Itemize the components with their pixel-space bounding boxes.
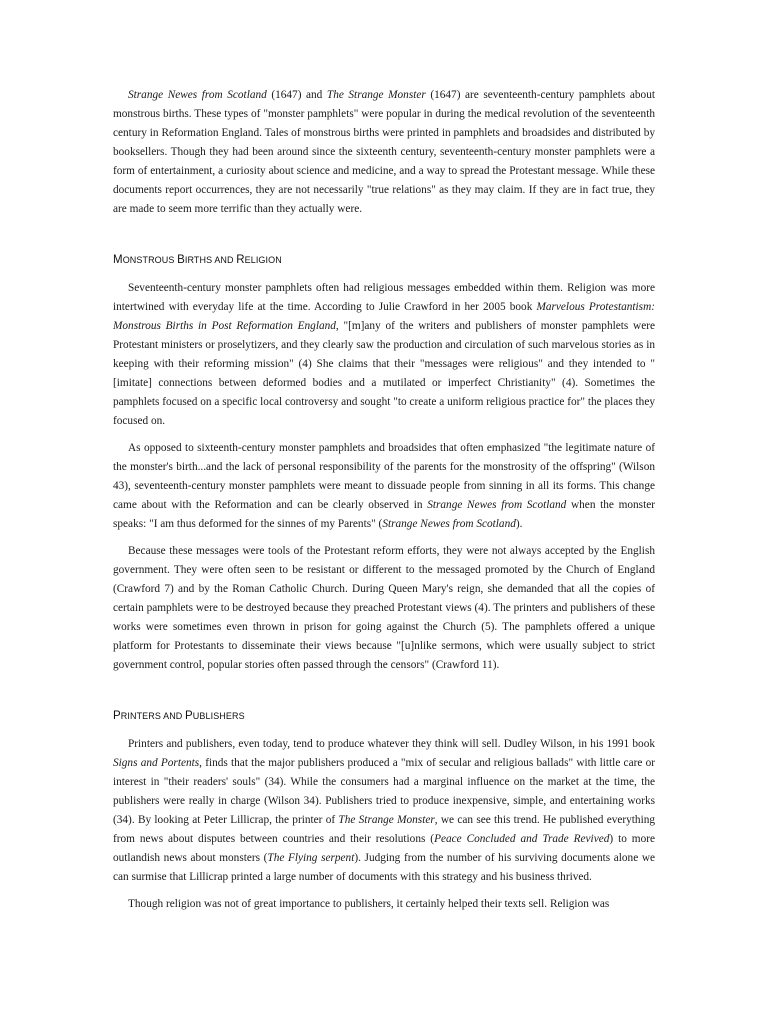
title-strange-monster: The Strange Monster bbox=[326, 89, 426, 101]
intro-paragraph bbox=[113, 86, 655, 219]
intro-text: (1647) and bbox=[266, 89, 327, 101]
book-title: Strange Newes from Scotland bbox=[427, 499, 567, 511]
paragraph: Printers and publishers, even today, tend to produce whatever they think will sell. Dudley Wilson, in his 1991 book Signs and Portents, finds that the major publishers produced a "mix of secular and religious ballads" with little care or interest in "their readers' souls" (34). While the consumers had a marginal influence on the market at the time, the publishers were really in charge (Wilson 34). Publishers tried to produce inexpensive, simple, and entertaining works (34). By looking at Peter Lillicrap, the printer of The Strange Monster, we can see this trend. He published everything from news about disputes between countries and their resolutions (Peace Concluded and Trade Revived) to more outlandish news about monsters (The Flying serpent). Judging from the number of his surviving documents alone we can surmise that Lillicrap printed a large number of documents with this strategy and his business thrived. bbox=[113, 738, 656, 883]
book-title: The Strange Monster bbox=[338, 814, 435, 826]
book-title: Peace Concluded and Trade Revived bbox=[434, 833, 610, 845]
title-strange-newes: Strange Newes from Scotland bbox=[128, 89, 267, 101]
book-title: Strange Newes from Scotland bbox=[382, 518, 516, 530]
section-heading-monstrous-births: MONSTROUS BIRTHS AND RELIGION bbox=[113, 254, 282, 266]
section-heading-printers-publishers: PRINTERS AND PUBLISHERS bbox=[113, 710, 245, 722]
book-title: Signs and Portents bbox=[113, 757, 200, 769]
paragraph: Seventeenth-century monster pamphlets often had religious messages embedded within them. Religion was more intertwined with everyday life at the time. According to Julie Crawford in her 2005 book Marvelous Protestantism: Monstrous Births in Post Reformation England, "[m]any of the writers and publishers of monster pamphlets were Protestant ministers or proselytizers, and they clearly saw the production and circulation of such marvelous stories as in keeping with their reforming mission" (4) She claims that their "messages were religious" and they intended to "[imitate] connections between deformed bodies and a mutilated or imperfect Christianity" (4). Sometimes the pamphlets focused on a specific local controversy and sought "to create a uniform religious practice for" the places they focused on. bbox=[113, 282, 655, 427]
document-page bbox=[113, 86, 655, 914]
paragraph: As opposed to sixteenth-century monster pamphlets and broadsides that often emphasized "the legitimate nature of the monster's birth...and the lack of personal responsibility of the parents for the monstrosity of the offspring" (Wilson 43), seventeenth-century monster pamphlets were meant to dissuade people from sinning in all its forms. This change came about with the Reformation and can be clearly observed in Strange Newes from Scotland when the monster speaks: "I am thus deformed for the sinnes of my Parents" (Strange Newes from Scotland). bbox=[113, 442, 655, 530]
book-title: The Flying serpent bbox=[267, 852, 355, 864]
paragraph: Though religion was not of great importance to publishers, it certainly helped their texts sell. Religion was bbox=[128, 898, 610, 910]
book-title: Marvelous Protestantism: Monstrous Births in Post Reformation England bbox=[113, 301, 655, 332]
intro-text: (1647) are seventeenth-century pamphlets about monstrous births. These types of "monster pamphlets" were popular in during the medical revolution of the seventeenth century in Reformation England. Tales of monstrous births were printed in pamphlets and broadsides and distributed by booksellers. Though they had been around since the sixteenth century, seventeenth-century monster pamphlets were a form of entertainment, a curiosity about science and medicine, and a way to spread the Protestant message. While these documents report occurrences, they are not necessarily "true relations" as they may claim. If they are in fact true, they are made to seem more terrific than they actually were. bbox=[113, 89, 655, 215]
paragraph: Because these messages were tools of the Protestant reform efforts, they were not always accepted by the English government. They were often seen to be resistant or different to the messaged promoted by the Church of England (Crawford 7) and by the Roman Catholic Church. During Queen Mary's reign, she demanded that all the copies of certain pamphlets were to be destroyed because they preached Protestant views (4). The printers and publishers of these works were sometimes even thrown in prison for going against the Church (5). The pamphlets offered a unique platform for Protestants to disseminate their views because "[u]nlike sermons, which were usually subject to strict government control, popular stories often passed through the censors" (Crawford 11). bbox=[113, 545, 655, 671]
